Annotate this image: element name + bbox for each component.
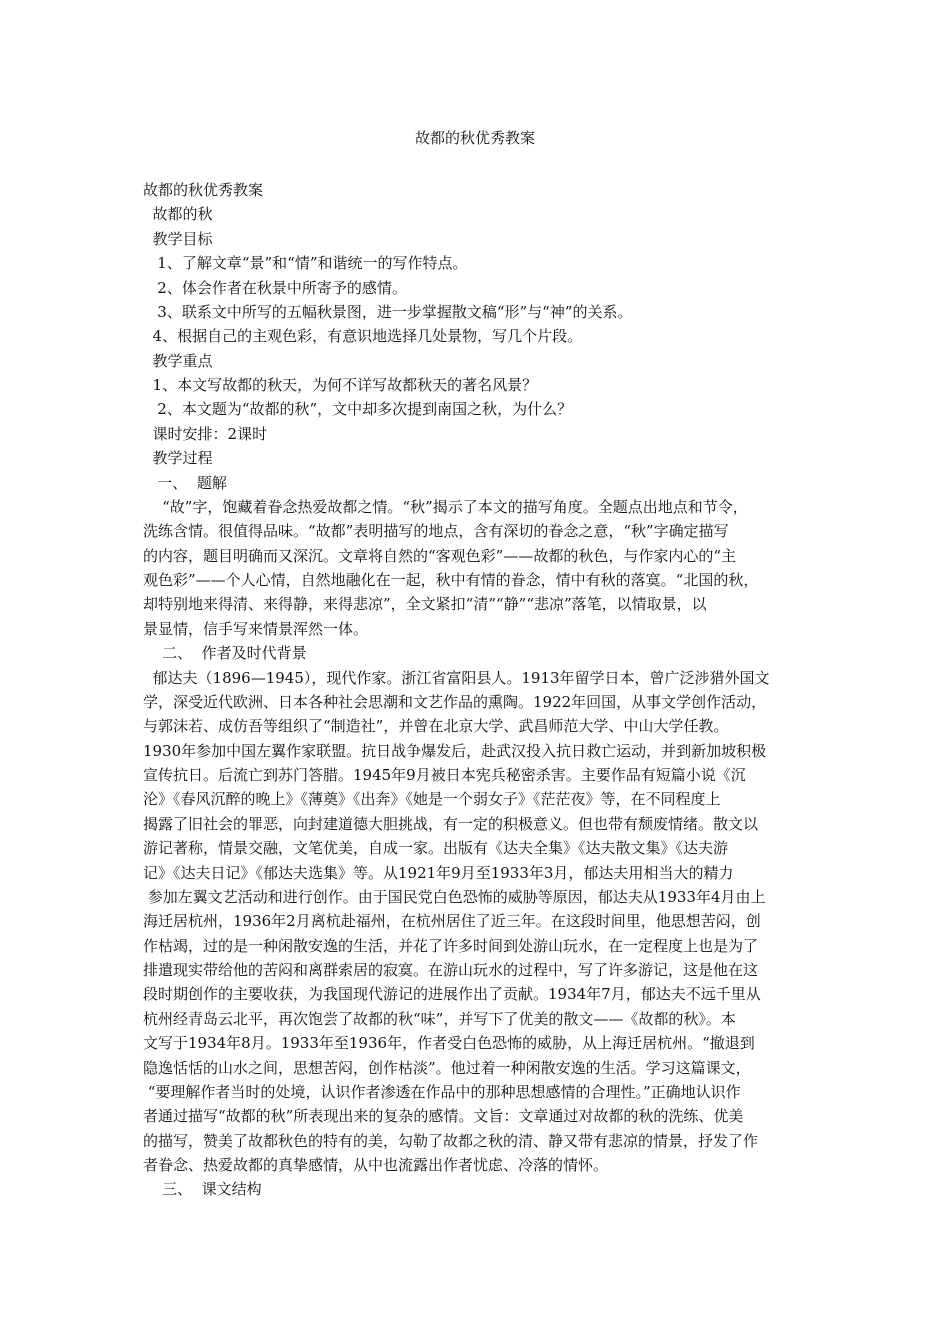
text-line: 1、了解文章“景”和“情”和谐统一的写作特点。 [143,254,468,273]
text-line: 3、联系文中所写的五幅秋景图，进一步掌握散文稿“形”与“神”的关系。 [143,302,633,321]
text-line: 段时期创作的主要收获，为我国现代游记的进展作出了贡献。1934年7月，郁达夫不远千里从 [143,985,761,1004]
text-line: 1、本文写故都的秋天，为何不详写故都秋天的著名风景？ [143,376,538,394]
text-line: 三、 课文结构 [143,1180,262,1199]
text-line: 学，深受近代欧洲、日本各种社会思潮和文艺作品的熏陶。1922年回国，从事文学创作活动， [143,692,767,711]
text-line: 教学目标 [143,229,213,248]
text-line: 杭州经青岛云北平，再次饱尝了故都的秋“味”，并写下了优美的散文——《故都的秋》。本 [143,1009,736,1028]
text-line: 者眷念、热爱故都的真挚感情，从中也流露出作者忧虑、冷落的情怀。 [143,1156,609,1174]
text-line: “要理解作者当时的处境，认识作者渗透在作品中的那种思想感情的合理性。”正确地认识作 [143,1082,741,1101]
text-line: 1930年参加中国左翼作家联盟。抗日战争爆发后，赴武汉投入抗日救亡运动，并到新加坡积极 [143,741,767,760]
text-line: 宣传抗日。后流亡到苏门答腊。1945年9月被日本宪兵秘密杀害。主要作品有短篇小说《沉 [143,766,746,784]
text-line: 海迁居杭州，1936年2月离杭赴福州，在杭州居住了近三年。在这段时间里，他思想苦闷，创 [143,912,761,931]
text-line: 故都的秋 [143,205,213,224]
text-line: “故”字，饱藏着眷念热爱故都之情。“秋”揭示了本文的描写角度。全题点出地点和节令， [143,497,748,516]
text-line: 观色彩”——个人心情，自然地融化在一起，秋中有情的眷念，情中有秋的落寞。“北国的秋， [143,571,759,589]
document-title: 故都的秋优秀教案 [414,129,535,147]
text-line: 游记著称，情景交融，文笔优美，自成一家。出版有《达夫全集》《达夫散文集》《达夫游 [143,839,729,858]
text-line: 与郭沫若、成仿吾等组织了“制造社”，并曾在北京大学、武昌师范大学、中山大学任教。 [143,717,729,736]
text-line: 排遣现实带给他的苦闷和离群索居的寂寞。在游山玩水的过程中，写了许多游记，这是他在这 [143,961,759,979]
text-line: 故都的秋优秀教案 [143,181,264,199]
text-line: 者通过描写“故都的秋”所表现出来的复杂的感情。文旨：文章通过对故都的秋的洗练、优美 [143,1107,744,1126]
text-line: 教学过程 [143,449,213,468]
text-line: 却特别地来得清、来得静，来得悲凉”，全文紧扣“清”“静”“悲凉”落笔，以情取景，以 [143,595,707,614]
text-line: 文写于1934年8月。1933年至1936年，作者受白色恐怖的威胁，从上海迁居杭州。“撤退到 [143,1034,755,1053]
text-line: 二、 作者及时代背景 [143,644,307,663]
text-line: 课时安排：2课时 [143,424,268,443]
text-line: 作枯竭，过的是一种闲散安逸的生活，并花了许多时间到处游山玩水，在一定程度上也是为了 [143,936,759,955]
text-line: 2、本文题为“故都的秋”，文中却多次提到南国之秋，为什么？ [143,400,573,419]
text-line: 的内容，题目明确而又深沉。文章将自然的“客观色彩”——故都的秋色，与作家内心的“主 [143,546,737,565]
text-line: 沦》《春风沉醉的晚上》《薄奠》《出奔》《她是一个弱女子》《茫茫夜》等，在不同程度上 [143,790,721,809]
text-line: 郁达夫（1896—1945），现代作家。浙江省富阳县人。1913年留学日本，曾广泛涉猎外国文 [143,668,770,687]
text-line: 一、 题解 [143,473,227,492]
text-line: 4、根据自己的主观色彩，有意识地选择几处景物，写几个片段。 [143,327,583,346]
text-line: 洗练含情。很值得品味。“故都”表明描写的地点，含有深切的眷念之意，“秋”字确定描写 [143,522,729,541]
text-line: 2、体会作者在秋景中所寄予的感情。 [143,278,407,297]
document-body [143,178,813,1202]
text-line: 记》《达夫日记》《郁达夫选集》等。从1921年9月至1933年3月，郁达夫用相当大的精力 [143,863,734,882]
text-line: 的描写，赞美了故都秋色的特有的美，勾勒了故都之秋的清、静又带有悲凉的情景，抒发了作 [143,1131,759,1150]
text-line: 教学重点 [143,351,213,370]
text-line: 参加左翼文艺活动和进行创作。由于国民党白色恐怖的威胁等原因，郁达夫从1933年4月由上 [143,887,766,906]
text-line: 隐逸恬恬的山水之间，思想苦闷，创作枯淡”。他过着一种闲散安逸的生活。学习这篇课文， [143,1058,751,1077]
text-line: 揭露了旧社会的罪恶，向封建道德大胆挑战，有一定的积极意义。但也带有颓废情绪。散文以 [143,814,759,833]
text-line: 景显情，信手写来情景浑然一体。 [143,619,369,638]
